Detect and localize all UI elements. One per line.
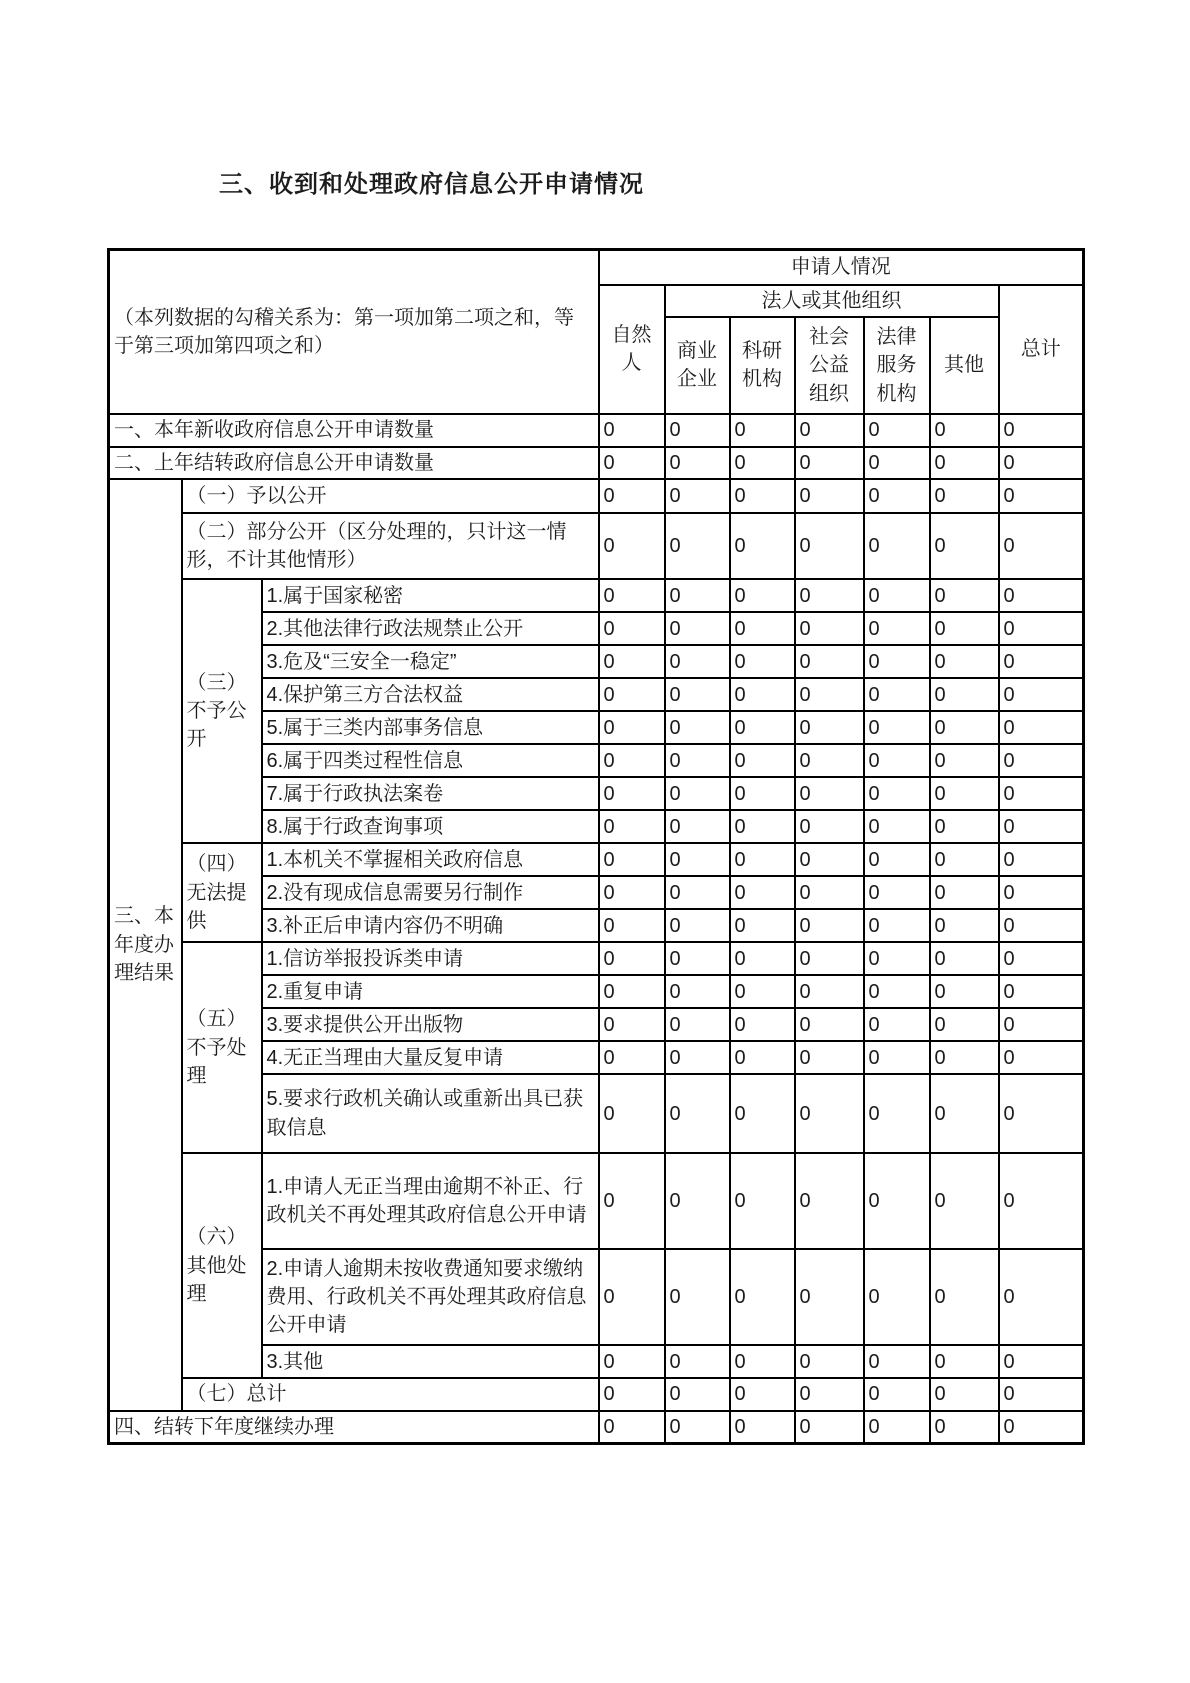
table-row [109, 513, 1084, 579]
row-label: 2.重复申请 [262, 975, 599, 1008]
value-cell: 0 [665, 942, 730, 975]
value-cell: 0 [930, 744, 999, 777]
value-cell: 0 [930, 678, 999, 711]
value-cell: 0 [795, 678, 864, 711]
value-cell: 0 [795, 447, 864, 479]
table-row [109, 942, 1084, 975]
row-label: 6.属于四类过程性信息 [262, 744, 599, 777]
value-cell: 0 [730, 1041, 795, 1074]
value-cell: 0 [599, 843, 665, 876]
value-cell: 0 [864, 579, 930, 612]
value-cell: 0 [864, 810, 930, 843]
value-cell: 0 [795, 711, 864, 744]
value-cell: 0 [795, 1041, 864, 1074]
value-cell: 0 [999, 1041, 1084, 1074]
col-header-research-institution: 科研机构 [730, 317, 795, 414]
value-cell: 0 [930, 942, 999, 975]
value-cell: 0 [999, 711, 1084, 744]
value-cell: 0 [864, 1345, 930, 1378]
value-cell: 0 [599, 1345, 665, 1378]
value-cell: 0 [795, 909, 864, 942]
value-cell: 0 [999, 645, 1084, 678]
value-cell: 0 [665, 1249, 730, 1345]
value-cell: 0 [730, 1345, 795, 1378]
value-cell: 0 [864, 711, 930, 744]
value-cell: 0 [730, 447, 795, 479]
value-cell: 0 [999, 777, 1084, 810]
value-cell: 0 [665, 744, 730, 777]
value-cell: 0 [999, 909, 1084, 942]
value-cell: 0 [795, 975, 864, 1008]
value-cell: 0 [999, 414, 1084, 447]
value-cell: 0 [999, 1153, 1084, 1249]
value-cell: 0 [864, 975, 930, 1008]
value-cell: 0 [730, 1153, 795, 1249]
value-cell: 0 [930, 414, 999, 447]
value-cell: 0 [599, 777, 665, 810]
value-cell: 0 [864, 678, 930, 711]
value-cell: 0 [599, 711, 665, 744]
value-cell: 0 [730, 579, 795, 612]
value-cell: 0 [599, 1411, 665, 1444]
value-cell: 0 [864, 447, 930, 479]
value-cell: 0 [795, 1249, 864, 1345]
col-header-legal-org-group: 法人或其他组织 [665, 285, 999, 317]
value-cell: 0 [730, 1249, 795, 1345]
value-cell: 0 [599, 1074, 665, 1153]
value-cell: 0 [999, 1074, 1084, 1153]
value-cell: 0 [665, 612, 730, 645]
value-cell: 0 [999, 447, 1084, 479]
value-cell: 0 [864, 1074, 930, 1153]
value-cell: 0 [795, 810, 864, 843]
row-label: 2.申请人逾期未按收费通知要求缴纳费用、行政机关不再处理其政府信息公开申请 [262, 1249, 599, 1345]
row-label: 1.属于国家秘密 [262, 579, 599, 612]
value-cell: 0 [665, 1074, 730, 1153]
value-cell: 0 [864, 414, 930, 447]
value-cell: 0 [930, 909, 999, 942]
row-label: 4.保护第三方合法权益 [262, 678, 599, 711]
value-cell: 0 [795, 414, 864, 447]
value-cell: 0 [864, 513, 930, 579]
value-cell: 0 [930, 612, 999, 645]
row-label: 2.其他法律行政法规禁止公开 [262, 612, 599, 645]
value-cell: 0 [730, 1008, 795, 1041]
value-cell: 0 [930, 975, 999, 1008]
row-label: 3.其他 [262, 1345, 599, 1378]
value-cell: 0 [795, 612, 864, 645]
value-cell: 0 [665, 1153, 730, 1249]
value-cell: 0 [864, 744, 930, 777]
value-cell: 0 [665, 909, 730, 942]
value-cell: 0 [599, 414, 665, 447]
table-row [109, 1411, 1084, 1444]
row-label: 4.无正当理由大量反复申请 [262, 1041, 599, 1074]
value-cell: 0 [730, 909, 795, 942]
value-cell: 0 [999, 513, 1084, 579]
table-row [109, 579, 1084, 612]
value-cell: 0 [795, 513, 864, 579]
table-row [109, 447, 1084, 479]
value-cell: 0 [730, 1074, 795, 1153]
value-cell: 0 [730, 810, 795, 843]
value-cell: 0 [665, 479, 730, 513]
category-label: （五）不予处理 [182, 942, 262, 1153]
value-cell: 0 [599, 1041, 665, 1074]
value-cell: 0 [864, 1378, 930, 1410]
value-cell: 0 [930, 447, 999, 479]
value-cell: 0 [930, 1249, 999, 1345]
value-cell: 0 [864, 1249, 930, 1345]
col-header-natural-person: 自然人 [599, 285, 665, 414]
value-cell: 0 [795, 479, 864, 513]
col-header-total: 总计 [999, 285, 1084, 414]
value-cell: 0 [930, 711, 999, 744]
value-cell: 0 [665, 1411, 730, 1444]
row-label: 1.申请人无正当理由逾期不补正、行政机关不再处理其政府信息公开申请 [262, 1153, 599, 1249]
table-note: （本列数据的勾稽关系为：第一项加第二项之和，等于第三项加第四项之和） [109, 250, 599, 414]
value-cell: 0 [730, 1411, 795, 1444]
section3-label: 三、本年度办理结果 [109, 479, 182, 1410]
value-cell: 0 [599, 876, 665, 909]
row-label: 5.属于三类内部事务信息 [262, 711, 599, 744]
col-header-legal-service-org: 法律服务机构 [864, 317, 930, 414]
value-cell: 0 [999, 1411, 1084, 1444]
value-cell: 0 [930, 645, 999, 678]
row-label: （一）予以公开 [182, 479, 599, 513]
value-cell: 0 [665, 1041, 730, 1074]
value-cell: 0 [930, 1345, 999, 1378]
value-cell: 0 [599, 645, 665, 678]
value-cell: 0 [864, 1411, 930, 1444]
value-cell: 0 [930, 876, 999, 909]
value-cell: 0 [665, 1378, 730, 1410]
value-cell: 0 [730, 711, 795, 744]
col-header-social-welfare-org: 社会公益组织 [795, 317, 864, 414]
value-cell: 0 [730, 1378, 795, 1410]
row-label: 3.要求提供公开出版物 [262, 1008, 599, 1041]
header-row-1 [109, 250, 1084, 285]
value-cell: 0 [864, 479, 930, 513]
value-cell: 0 [665, 513, 730, 579]
value-cell: 0 [795, 1074, 864, 1153]
value-cell: 0 [730, 975, 795, 1008]
value-cell: 0 [665, 1008, 730, 1041]
value-cell: 0 [930, 479, 999, 513]
value-cell: 0 [999, 876, 1084, 909]
col-header-commercial-enterprise: 商业企业 [665, 317, 730, 414]
value-cell: 0 [864, 612, 930, 645]
table-row [109, 1153, 1084, 1249]
row-label: （七）总计 [182, 1378, 599, 1410]
section-title: 三、收到和处理政府信息公开申请情况 [219, 172, 644, 198]
value-cell: 0 [730, 843, 795, 876]
value-cell: 0 [665, 975, 730, 1008]
value-cell: 0 [999, 612, 1084, 645]
row-label: 2.没有现成信息需要另行制作 [262, 876, 599, 909]
value-cell: 0 [665, 678, 730, 711]
row-label: 一、本年新收政府信息公开申请数量 [109, 414, 599, 447]
value-cell: 0 [730, 612, 795, 645]
value-cell: 0 [999, 843, 1084, 876]
category-label: （三）不予公开 [182, 579, 262, 843]
value-cell: 0 [730, 777, 795, 810]
value-cell: 0 [930, 1378, 999, 1410]
value-cell: 0 [665, 810, 730, 843]
row-label: 5.要求行政机关确认或重新出具已获取信息 [262, 1074, 599, 1153]
value-cell: 0 [795, 744, 864, 777]
value-cell: 0 [999, 1378, 1084, 1410]
value-cell: 0 [864, 645, 930, 678]
value-cell: 0 [599, 942, 665, 975]
value-cell: 0 [599, 579, 665, 612]
value-cell: 0 [795, 1153, 864, 1249]
value-cell: 0 [999, 1008, 1084, 1041]
value-cell: 0 [930, 1153, 999, 1249]
value-cell: 0 [599, 612, 665, 645]
value-cell: 0 [665, 1345, 730, 1378]
value-cell: 0 [795, 843, 864, 876]
value-cell: 0 [665, 579, 730, 612]
value-cell: 0 [864, 777, 930, 810]
value-cell: 0 [864, 876, 930, 909]
value-cell: 0 [795, 777, 864, 810]
table-row [109, 414, 1084, 447]
value-cell: 0 [999, 678, 1084, 711]
value-cell: 0 [599, 447, 665, 479]
value-cell: 0 [999, 975, 1084, 1008]
value-cell: 0 [864, 1008, 930, 1041]
value-cell: 0 [599, 1249, 665, 1345]
value-cell: 0 [999, 942, 1084, 975]
value-cell: 0 [864, 1041, 930, 1074]
row-label: 3.危及“三安全一稳定” [262, 645, 599, 678]
value-cell: 0 [599, 909, 665, 942]
table-row [109, 843, 1084, 876]
row-label: 二、上年结转政府信息公开申请数量 [109, 447, 599, 479]
value-cell: 0 [599, 1378, 665, 1410]
value-cell: 0 [665, 843, 730, 876]
col-header-other: 其他 [930, 317, 999, 414]
value-cell: 0 [999, 579, 1084, 612]
value-cell: 0 [665, 645, 730, 678]
value-cell: 0 [930, 1041, 999, 1074]
row-label: 1.本机关不掌握相关政府信息 [262, 843, 599, 876]
value-cell: 0 [599, 975, 665, 1008]
value-cell: 0 [665, 447, 730, 479]
table-row [109, 479, 1084, 513]
value-cell: 0 [930, 843, 999, 876]
value-cell: 0 [930, 1074, 999, 1153]
row-label: 1.信访举报投诉类申请 [262, 942, 599, 975]
value-cell: 0 [795, 942, 864, 975]
value-cell: 0 [999, 810, 1084, 843]
value-cell: 0 [999, 1249, 1084, 1345]
table-row [109, 1378, 1084, 1410]
value-cell: 0 [930, 810, 999, 843]
value-cell: 0 [730, 744, 795, 777]
value-cell: 0 [599, 479, 665, 513]
value-cell: 0 [599, 810, 665, 843]
value-cell: 0 [730, 645, 795, 678]
value-cell: 0 [930, 777, 999, 810]
value-cell: 0 [795, 645, 864, 678]
value-cell: 0 [864, 1153, 930, 1249]
value-cell: 0 [665, 777, 730, 810]
category-label: （六）其他处理 [182, 1153, 262, 1378]
value-cell: 0 [730, 678, 795, 711]
row-label: 3.补正后申请内容仍不明确 [262, 909, 599, 942]
value-cell: 0 [665, 711, 730, 744]
row-label: 7.属于行政执法案卷 [262, 777, 599, 810]
gov-info-disclosure-table [107, 248, 1085, 1445]
value-cell: 0 [930, 579, 999, 612]
category-label: （四）无法提供 [182, 843, 262, 942]
row-label: 四、结转下年度继续办理 [109, 1411, 599, 1444]
value-cell: 0 [999, 1345, 1084, 1378]
value-cell: 0 [599, 744, 665, 777]
value-cell: 0 [864, 843, 930, 876]
value-cell: 0 [730, 414, 795, 447]
value-cell: 0 [864, 942, 930, 975]
value-cell: 0 [599, 513, 665, 579]
value-cell: 0 [930, 1008, 999, 1041]
col-header-applicant-group: 申请人情况 [599, 250, 1084, 285]
value-cell: 0 [599, 678, 665, 711]
value-cell: 0 [665, 414, 730, 447]
value-cell: 0 [795, 876, 864, 909]
value-cell: 0 [930, 1411, 999, 1444]
value-cell: 0 [730, 479, 795, 513]
value-cell: 0 [864, 909, 930, 942]
value-cell: 0 [730, 513, 795, 579]
value-cell: 0 [930, 513, 999, 579]
row-label: 8.属于行政查询事项 [262, 810, 599, 843]
value-cell: 0 [795, 1411, 864, 1444]
value-cell: 0 [999, 744, 1084, 777]
value-cell: 0 [730, 876, 795, 909]
value-cell: 0 [795, 1378, 864, 1410]
value-cell: 0 [599, 1008, 665, 1041]
row-label: （二）部分公开（区分处理的，只计这一情形，不计其他情形） [182, 513, 599, 579]
value-cell: 0 [795, 1008, 864, 1041]
value-cell: 0 [665, 876, 730, 909]
value-cell: 0 [599, 1153, 665, 1249]
value-cell: 0 [730, 942, 795, 975]
value-cell: 0 [795, 579, 864, 612]
value-cell: 0 [999, 479, 1084, 513]
value-cell: 0 [795, 1345, 864, 1378]
